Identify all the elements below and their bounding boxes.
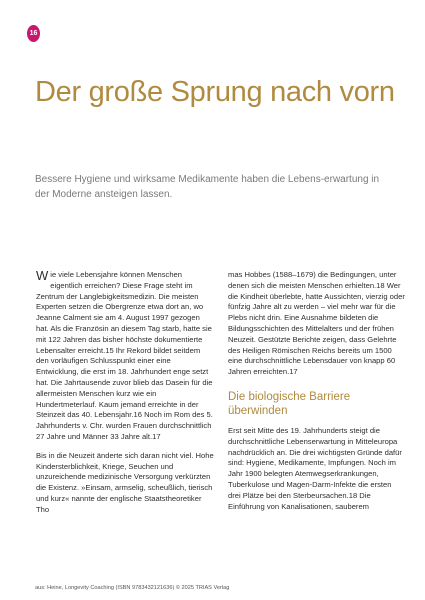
- section-subheading: Die biologische Barriere überwinden: [228, 390, 351, 417]
- dropcap: W: [36, 268, 49, 283]
- body-paragraph: Bis in die Neuzeit änderte sich daran nicht viel. Hohe Kindersterblichkeit, Kriege, Seuchen und unzureichende medizinische Versorgung verkürzten die Existenz. »Einsam, armselig, scheußlich, tierisch und kurz« nannte der englische Staatstheoretiker Tho: [36, 450, 214, 514]
- body-paragraph-text: ie viele Lebensjahre können Menschen eigentlich erreichen? Diese Frage steht im Zentrum der Langlebigkeitsmedizin. Die meisten Experten setzen die Obergrenze etwa dort an, wo Jeanne Calment sie am 4. August 1997 gezogen hat. Als die Französin an diesem Tag starb, hatte sie mit 122 Jahren das bisher höchste dokumentierte Lebensalter erreicht.15 Ihr Rekord bildet seitdem den vorläufigen Schlusspunkt einer eine Entwicklung, die erst im 18. Jahrhundert enge setzt hat. Die Jahrtausende zuvor blieb das Dasein für die allermeisten Menschen kurz wie ein Hundertmeterlauf. Kaum jemand erreichte in der Steinzeit das 40. Lebensjahr.16 Noch im Rom des 5. Jahrhunderts v. Chr. wurden Frauen durchschnittlich 27 Jahre und Männer 33 Jahre alt.17: [36, 270, 213, 441]
- body-paragraph: Erst seit Mitte des 19. Jahrhunderts steigt die durchschnittliche Lebenserwartung in Mitteleuropa nachdrücklich an. Die drei wichtigsten Gründe dafür sind: Hygiene, Medikamente, Impfungen. Noch im Jahr 1900 belegten Atemwegserkrankungen, Tuberkulose und Magen-Darm-Infekte die ersten drei Plätze bei den Sterbeursachen.18 Die Einführung von Kanalisationen, sauberem: [228, 425, 402, 511]
- body-paragraph: mas Hobbes (1588–1679) die Bedingungen, unter denen sich die meisten Menschen erhielten.18 Wer die Kindheit überlebte, hatte Aussichten, vierzig oder fünfzig Jahre alt zu werden – viel mehr war für die Plebs nicht drin. Eine Ausnahme bildeten die Bildungsschichten des Mittelalters und der frühen Neuzeit. Gestützte Berichte zeigen, dass Gelehrte des Heiligen Römischen Reichs bereits um 1500 eine durchschnittliche Lebensdauer von knapp 60 Jahren erreichten.17: [228, 270, 405, 377]
- page-number-badge: 16: [27, 25, 40, 42]
- lead-paragraph: Bessere Hygiene und wirksame Medikamente haben die Lebens-erwartung in der Moderne ansteigen lassen.: [35, 174, 380, 200]
- page-footer: aus: Heine, Longevity Coaching (ISBN 9783432121636) © 2025 TRIAS Verlag: [35, 585, 230, 591]
- text-column-left: [36, 270, 214, 524]
- body-paragraph: [36, 270, 214, 443]
- page-title: Der große Sprung nach vorn: [35, 76, 395, 108]
- text-column-right: [228, 270, 406, 520]
